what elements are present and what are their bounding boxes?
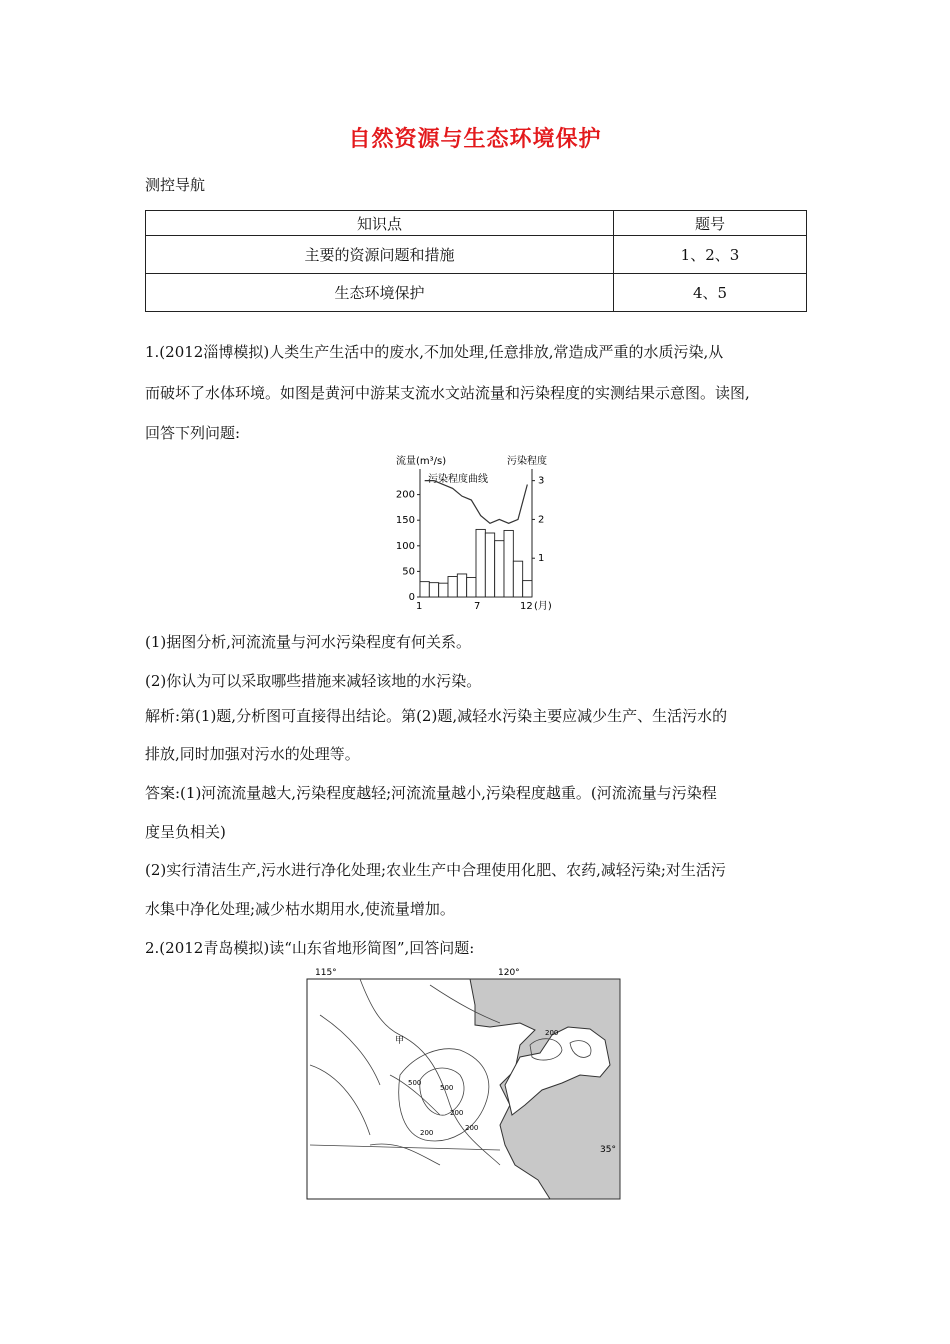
x-tick-label: 1 bbox=[416, 601, 423, 612]
table-row bbox=[146, 236, 807, 274]
q1-text-line: 1.(2012淄博模拟)人类生产生活中的废水,不加处理,任意排放,常造成严重的水质污染,从 bbox=[145, 343, 724, 361]
cell-questions: 1、2、3 bbox=[614, 236, 807, 274]
y-right-tick-label: 2 bbox=[538, 514, 545, 526]
y-right-tick-label: 1 bbox=[538, 553, 545, 565]
y-left-tick-label: 0 bbox=[408, 592, 415, 603]
x-tick-label: 12 bbox=[520, 601, 533, 612]
q1-analysis: 解析:第(1)题,分析图可直接得出结论。第(2)题,减轻水污染主要应减少生产、生活污水的 bbox=[145, 707, 728, 725]
table-row bbox=[146, 274, 807, 312]
flow-bar-month-3 bbox=[439, 583, 448, 597]
contour-label: 200 bbox=[420, 1129, 434, 1137]
chart-curve-label: 污染程度曲线 bbox=[428, 474, 488, 485]
y-left-tick-label: 150 bbox=[395, 515, 415, 527]
lon-label: 115° bbox=[315, 968, 337, 978]
flow-bar-month-12 bbox=[523, 581, 532, 597]
chart-ylabel-left: 流量(m³/s) bbox=[396, 456, 447, 467]
y-left-tick-label: 50 bbox=[402, 566, 415, 578]
flow-bar-month-9 bbox=[495, 541, 504, 597]
nav-label: 测控导航 bbox=[145, 176, 206, 194]
table-header-row bbox=[146, 211, 807, 236]
flow-bar-month-11 bbox=[513, 561, 522, 597]
flow-bar-month-7 bbox=[476, 529, 485, 597]
flow-bar-month-8 bbox=[485, 533, 494, 597]
shandong-terrain-map bbox=[300, 965, 625, 1203]
cell-topic: 生态环境保护 bbox=[146, 274, 614, 312]
flow-bar-month-1 bbox=[420, 582, 429, 597]
q1-answer: 答案:(1)河流流量越大,污染程度越轻;河流流量越小,污染程度越重。(河流流量与污染程 bbox=[145, 784, 717, 802]
flow-bar-month-2 bbox=[429, 583, 438, 597]
flow-bar-month-6 bbox=[467, 578, 476, 597]
contour-label: 500 bbox=[440, 1084, 454, 1092]
lat-label: 35° bbox=[600, 1145, 616, 1155]
q1-analysis: 排放,同时加强对污水的处理等。 bbox=[145, 745, 360, 763]
y-left-tick-label: 100 bbox=[395, 540, 415, 552]
contour-label: 200 bbox=[465, 1124, 479, 1132]
q1-answer: (2)实行清洁生产,污水进行净化处理;农业生产中合理使用化肥、农药,减轻污染;对生活污 bbox=[145, 861, 726, 879]
page-title: 自然资源与生态环境保护 bbox=[348, 127, 602, 152]
x-tick-label: 7 bbox=[474, 601, 481, 612]
flow-bar-month-5 bbox=[457, 574, 466, 597]
header-question-no: 题号 bbox=[614, 211, 807, 236]
q1-answer: 度呈负相关) bbox=[145, 823, 226, 841]
y-right-tick-label: 3 bbox=[538, 475, 545, 487]
x-unit-label: (月) bbox=[534, 601, 552, 612]
q1-sub-question: (1)据图分析,河流流量与河水污染程度有何关系。 bbox=[145, 633, 472, 651]
pollution-curve bbox=[425, 481, 528, 524]
cell-questions: 4、5 bbox=[614, 274, 807, 312]
place-label: 甲 bbox=[395, 1036, 405, 1046]
cell-topic: 主要的资源问题和措施 bbox=[146, 236, 614, 274]
y-left-tick-label: 200 bbox=[395, 489, 415, 501]
q2-text-line: 2.(2012青岛模拟)读“山东省地形简图”,回答问题: bbox=[145, 939, 475, 957]
knowledge-table bbox=[145, 210, 807, 312]
flow-pollution-chart bbox=[392, 452, 567, 617]
contour-label: 200 bbox=[545, 1029, 559, 1037]
q1-text-line: 而破坏了水体环境。如图是黄河中游某支流水文站流量和污染程度的实测结果示意图。读图, bbox=[145, 384, 750, 402]
chart-ylabel-right: 污染程度 bbox=[507, 456, 547, 467]
flow-bar-month-10 bbox=[504, 530, 513, 597]
header-knowledge: 知识点 bbox=[146, 211, 614, 236]
contour-label: 500 bbox=[408, 1079, 422, 1087]
flow-bar-month-4 bbox=[448, 577, 457, 597]
q1-text-line: 回答下列问题: bbox=[145, 424, 241, 442]
lon-label: 120° bbox=[498, 968, 520, 978]
q1-answer: 水集中净化处理;减少枯水期用水,使流量增加。 bbox=[145, 900, 455, 918]
q1-sub-question: (2)你认为可以采取哪些措施来减轻该地的水污染。 bbox=[145, 672, 482, 690]
contour-label: 200 bbox=[450, 1109, 464, 1117]
